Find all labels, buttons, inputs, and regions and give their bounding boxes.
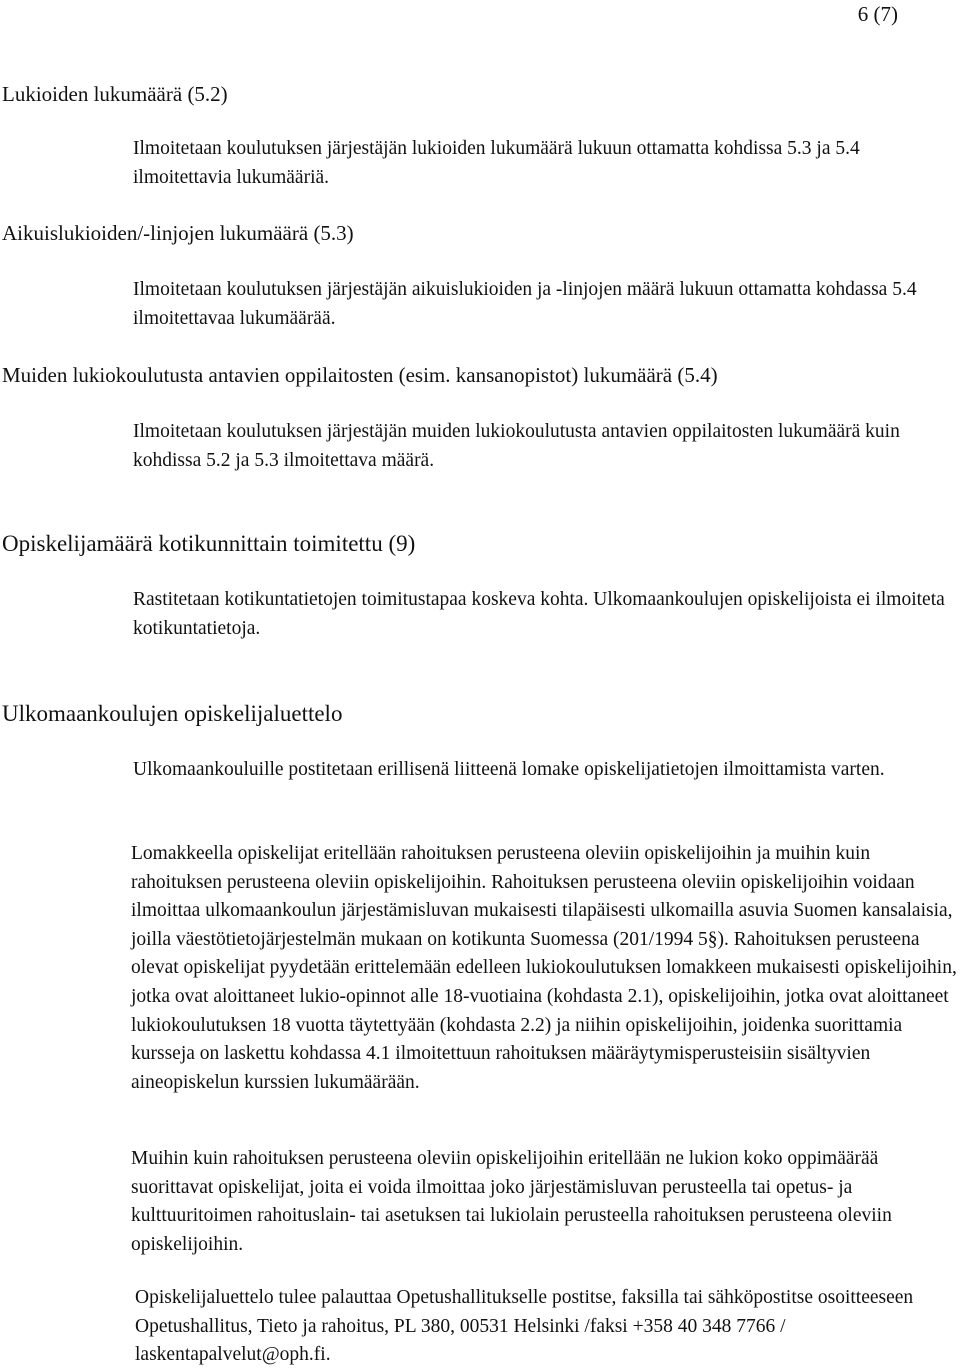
section-text-kotikunta: Rastitetaan kotikuntatietojen toimitustapaa koskeva kohta. Ulkomaankoulujen opiskelijoista ei ilmoiteta kotikuntatietoja. <box>133 589 945 639</box>
section-text-ulkomaan-3: Muihin kuin rahoituksen perusteena oleviin opiskelijoihin eritellään ne lukion koko oppimäärää suorittavat opiskelijat, joita ei voida ilmoittaa joko järjestämisluvan perusteella tai opetus- ja kulttuuritoimen rahoituslain- tai asetuksen tai lukiolain perusteella rahoituksen perusteena oleviin opiskelijoihin. <box>131 1148 892 1255</box>
section-text-ulkomaan-2: Lomakkeella opiskelijat eritellään rahoituksen perusteena oleviin opiskelijoihin ja muihin kuin rahoituksen perusteena oleviin opiskelijoihin. Rahoituksen perusteena oleviin opiskelijoihin voidaan ilmoittaa ulkomaankoulun järjestämisluvan mukaisesti tilapäisesti ulkomailla asuvia Suomen kansalaisia, joilla väestötietojärjestelmän mukaan on kotikunta Suomessa (201/1994 5§). Rahoituksen perusteena olevat opiskelijat pyydetään erittelemään edelleen lukiokoulutuksen lomakkeen mukaisesti opiskelijoihin, jotka ovat aloittaneet lukio-opinnot alle 18-vuotiaina (kohdasta 2.1), opiskelijoihin, jotka ovat aloittaneet lukiokoulutuksen 18 vuotta täytettyään (kohdasta 2.2) ja niihin opiskelijoihin, joidenka suorittamia kursseja on laskettu kohdassa 4.1 ilmoitettuun rahoituksen määräytymisperusteisiin sisältyvien aineopiskelun kurssien lukumäärään. <box>131 843 957 1093</box>
section-heading-aikuislukiot: Aikuislukioiden/-linjojen lukumäärä (5.3) <box>2 221 354 245</box>
section-heading-lukiot: Lukioiden lukumäärä (5.2) <box>2 82 228 106</box>
section-text-ulkomaan-1: Ulkomaankouluille postitetaan erillisenä liitteenä lomake opiskelijatietojen ilmoittamista varten. <box>133 759 885 780</box>
section-text-muut: Ilmoitetaan koulutuksen järjestäjän muiden lukiokoulutusta antavien oppilaitosten lukumäärä kuin kohdissa 5.2 ja 5.3 ilmoitettava määrä. <box>133 421 900 471</box>
section-text-ulkomaan-4: Opiskelijaluettelo tulee palauttaa Opetushallitukselle postitse, faksilla tai sähköpostitse osoitteeseen Opetushallitus, Tieto ja rahoitus, PL 380, 00531 Helsinki /faksi +358 40 348 7766 / laskentapalvelut@oph.fi. <box>135 1287 914 1366</box>
section-heading-muut: Muiden lukiokoulutusta antavien oppilaitosten (esim. kansanopistot) lukumäärä (5.4) <box>2 363 718 387</box>
section-text-aikuislukiot: Ilmoitetaan koulutuksen järjestäjän aikuislukioiden ja -linjojen määrä lukuun ottamatta kohdassa 5.4 ilmoitettavaa lukumäärää. <box>133 279 917 329</box>
page-number: 6 (7) <box>857 2 898 26</box>
section-text-lukiot: Ilmoitetaan koulutuksen järjestäjän lukioiden lukumäärä lukuun ottamatta kohdissa 5.3 ja 5.4 ilmoitettavia lukumääriä. <box>133 138 860 188</box>
section-heading-ulkomaan: Ulkomaankoulujen opiskelijaluettelo <box>2 701 343 726</box>
section-heading-kotikunta: Opiskelijamäärä kotikunnittain toimitettu (9) <box>2 531 416 556</box>
